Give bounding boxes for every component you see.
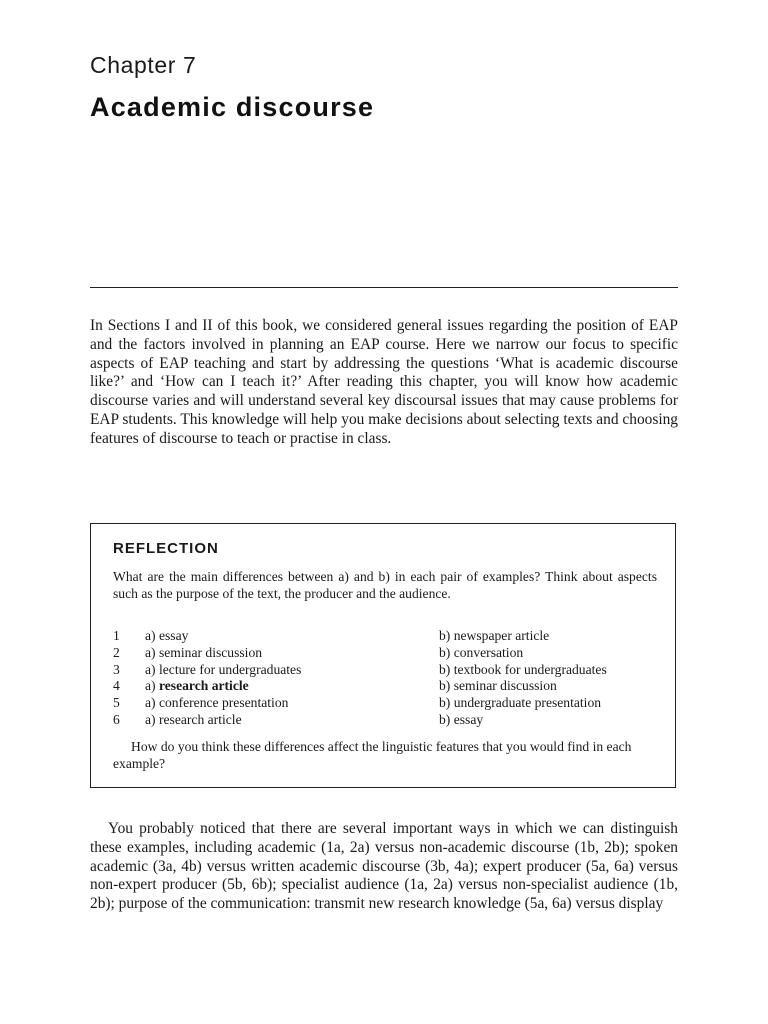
chapter-label: Chapter 7 — [90, 52, 197, 78]
title-divider — [90, 287, 678, 288]
pair-number: 5 — [113, 695, 120, 711]
pair-option-b: b) undergraduate presentation — [439, 695, 602, 711]
example-pairs-list — [113, 628, 657, 729]
pair-number: 3 — [113, 661, 120, 677]
example-pair-row — [113, 678, 657, 695]
pair-option-b: b) essay — [439, 711, 484, 727]
pair-number: 6 — [113, 711, 120, 727]
reflection-followup-question: How do you think these differences affect the linguistic features that you would find in each example? — [113, 739, 632, 771]
pair-option-a: a) research article — [145, 678, 249, 694]
pair-option-a: a) essay — [145, 628, 189, 643]
pair-option-a: a) lecture for undergraduates — [145, 661, 302, 677]
pair-option-b: b) textbook for undergraduates — [439, 661, 607, 677]
pair-number: 4 — [113, 678, 120, 694]
example-pair-row — [113, 695, 657, 712]
pair-option-a: a) conference presentation — [145, 695, 289, 711]
example-pair-row — [113, 712, 657, 729]
pair-number: 1 — [113, 628, 120, 643]
reflection-question: What are the main differences between a) and b) in each pair of examples? Think about aspects such as the purpose of the text, the producer and the audience. — [113, 569, 657, 601]
example-pair-row — [113, 628, 657, 645]
pair-option-b: b) conversation — [439, 644, 524, 660]
pair-number: 2 — [113, 644, 120, 660]
example-pair-row — [113, 662, 657, 679]
intro-paragraph: In Sections I and II of this book, we considered general issues regarding the position of EAP and the factors involved in planning an EAP course. Here we narrow our focus to specific aspects of EAP teaching and start by addressing the questions ‘What is academic discourse like?’ and ‘How can I teach it?’ After reading this chapter, you will know how academic discourse varies and will understand several key discoursal issues that may cause problems for EAP students. This knowledge will help you make decisions about selecting texts and choosing features of discourse to teach or practise in class. — [90, 317, 678, 447]
body-paragraph: You probably noticed that there are several important ways in which we can distinguish these examples, including academic (1a, 2a) versus non-academic discourse (1b, 2b); spoken academic (3a, 4b) versus written academic discourse (3b, 4a); expert producer (5a, 6a) versus non-expert producer (5b, 6b); specialist audience (1a, 2a) versus non-specialist audience (1b, 2b); purpose of the communication: transmit new research knowledge (5a, 6a) versus display — [90, 820, 678, 913]
pair-option-b: b) seminar discussion — [439, 678, 557, 694]
pair-option-a: a) research article — [145, 711, 242, 727]
reflection-box — [90, 523, 676, 788]
pair-option-b: b) newspaper article — [439, 628, 550, 643]
chapter-title: Academic discourse — [90, 92, 375, 122]
example-pair-row — [113, 645, 657, 662]
reflection-heading: REFLECTION — [113, 540, 219, 557]
pair-option-a: a) seminar discussion — [145, 644, 263, 660]
